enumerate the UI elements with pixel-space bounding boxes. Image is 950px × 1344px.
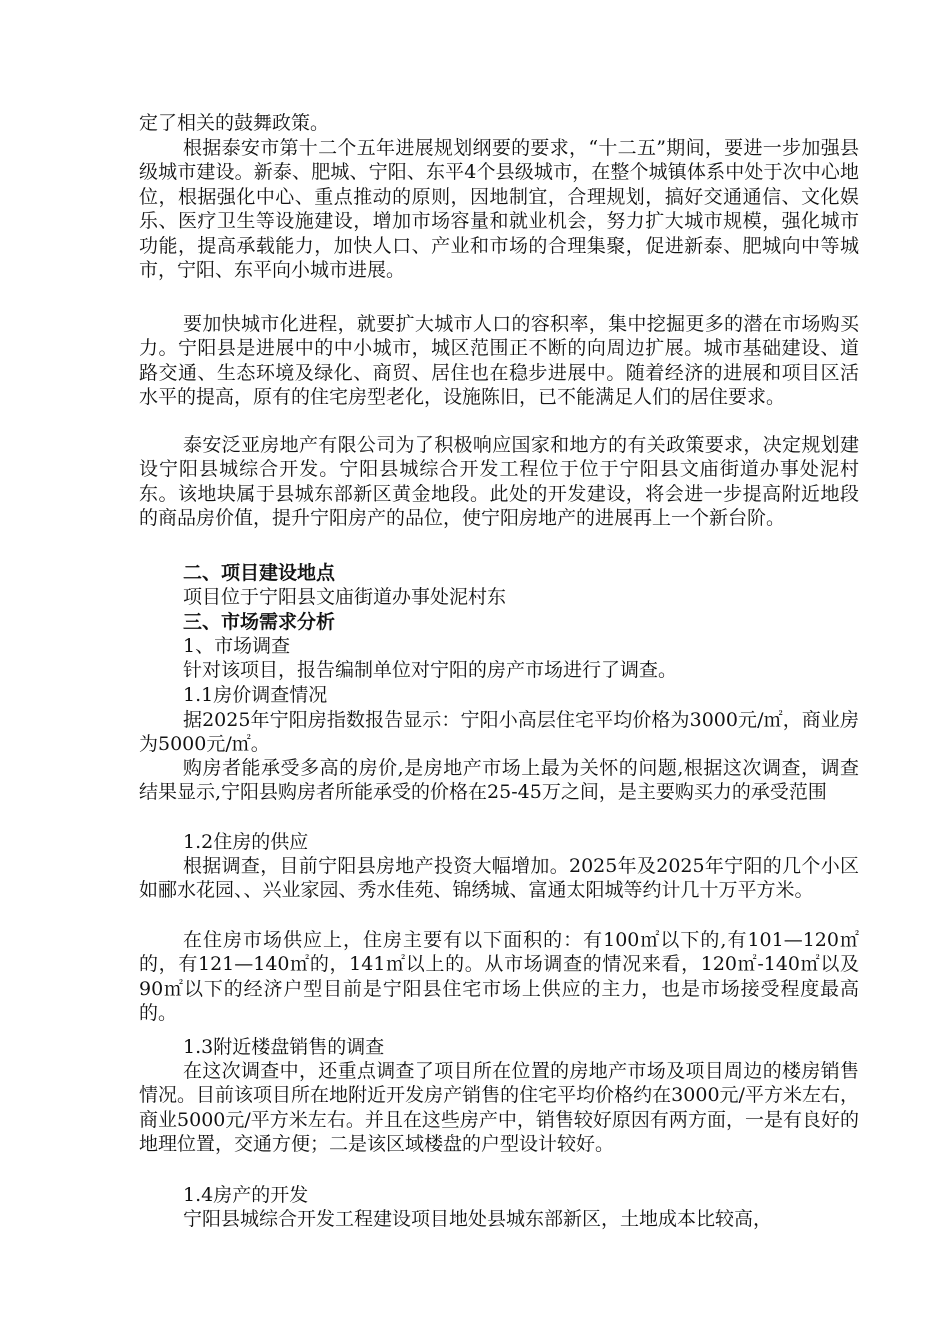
subsection-1-title: 1、市场调查: [183, 635, 291, 657]
subsection-1-2-title: 1.2住房的供应: [183, 831, 309, 853]
paragraph-intro-tail: 定了相关的鼓舞政策。: [139, 112, 330, 134]
section-2-heading: 二、项目建设地点: [183, 562, 336, 584]
subsection-1-2-paragraph-1: 根据调查，目前宁阳县房地产投资大幅增加。2025年及2025年宁阳的几个小区如郦水花园、、兴业家园、秀水佳苑、锦绣城、富通太阳城等约计几十万平方米。: [139, 855, 859, 902]
subsection-1-2-paragraph-2: 在住房市场供应上，住房主要有以下面积的：有100㎡以下的,有101—120㎡的，有121—140㎡的，141㎡以上的。从市场调查的情况来看，120㎡-140㎡以及90㎡以下的经济户型目前是宁阳县住宅市场上供应的主力，也是市场接受程度最高的。: [139, 929, 859, 1025]
subsection-1-1-paragraph-1: 据2025年宁阳房指数报告显示：宁阳小高层住宅平均价格为3000元/㎡，商业房为5000元/㎡。: [139, 709, 859, 756]
section-3-heading: 三、市场需求分析: [183, 611, 336, 633]
paragraph-urban: 要加快城市化进程，就要扩大城市人口的容积率，集中挖掘更多的潜在市场购买力。宁阳县是进展中的中小城市，城区范围正不断的向周边扩展。城市基础建设、道路交通、生态环境及绿化、商贸、居住也在稳步进展中。随着经济的进展和项目区活水平的提高，原有的住宅房型老化，设施陈旧，已不能满足人们的居住要求。: [139, 313, 859, 409]
subsection-1-text: 针对该项目，报告编制单位对宁阳的房产市场进行了调查。: [183, 659, 678, 681]
subsection-1-4-title: 1.4房产的开发: [183, 1184, 309, 1206]
subsection-1-3-title: 1.3附近楼盘销售的调查: [183, 1036, 385, 1058]
section-2-text: 项目位于宁阳县文庙街道办事处泥村东: [183, 586, 507, 608]
subsection-1-1-title: 1.1房价调查情况: [183, 684, 328, 706]
subsection-1-3-paragraph-1: 在这次调查中，还重点调查了项目所在位置的房地产市场及项目周边的楼房销售情况。目前该项目所在地附近开发房产销售的住宅平均价格约在3000元/平方米左右，商业5000元/平方米左右。并且在这些房产中，销售较好原因有两方面，一是有良好的地理位置，交通方便；二是该区域楼盘的户型设计较好。: [139, 1060, 859, 1156]
subsection-1-1-paragraph-2: 购房者能承受多高的房价,是房地产市场上最为关怀的问题,根据这次调查，调查结果显示,宁阳县购房者所能承受的价格在25-45万之间，是主要购买力的承受范围: [139, 757, 859, 804]
paragraph-company: 泰安泛亚房地产有限公司为了积极响应国家和地方的有关政策要求，决定规划建设宁阳县城综合开发。宁阳县城综合开发工程位于位于宁阳县文庙街道办事处泥村东。该地块属于县城东部新区黄金地段。此处的开发建设，将会进一步提高附近地段的商品房价值，提升宁阳房产的品位，使宁阳房地产的进展再上一个新台阶。: [139, 434, 859, 530]
subsection-1-4-paragraph-1: 宁阳县城综合开发工程建设项目地处县城东部新区，土地成本比较高，: [183, 1208, 773, 1230]
paragraph-plan: 根据泰安市第十二个五年进展规划纲要的要求，“十二五”期间，要进一步加强县级城市建设。新泰、肥城、宁阳、东平4个县级城市，在整个城镇体系中处于次中心地位，根据强化中心、重点推动的原则，因地制宜，合理规划，搞好交通通信、文化娱乐、医疗卫生等设施建设，增加市场容量和就业机会，努力扩大城市规模，强化城市功能，提高承载能力，加快人口、产业和市场的合理集聚，促进新泰、肥城向中等城市，宁阳、东平向小城市进展。: [139, 137, 859, 282]
